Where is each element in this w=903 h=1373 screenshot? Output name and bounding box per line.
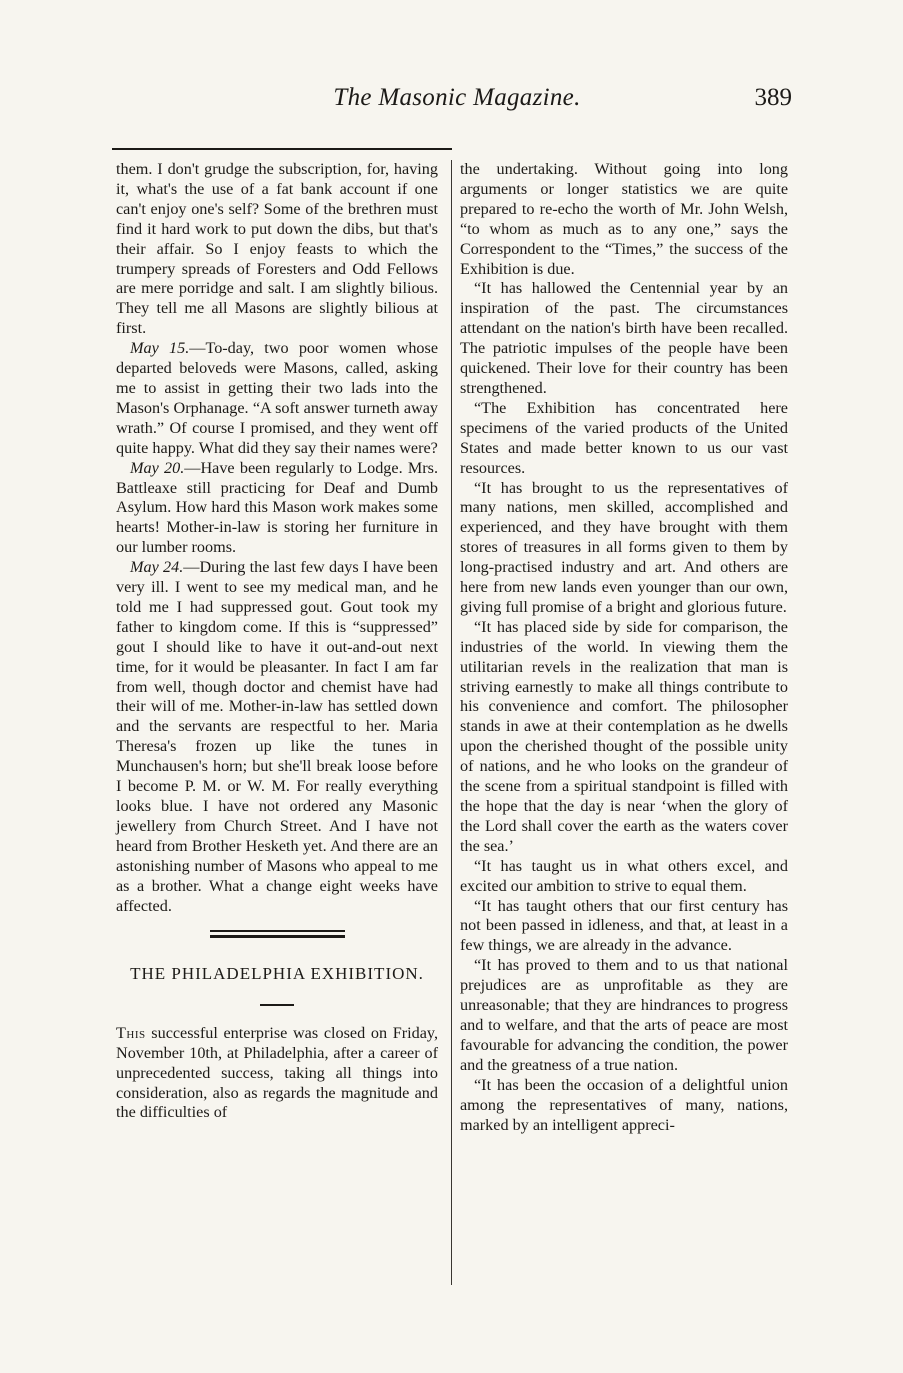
paragraph: “It has proved to them and to us that national prejudices are as unprofitable as they are unreasonable; that they are hindrances to progress and to welfare, and that the arts of peace are most favourable for advancing the condition, the power and the greatness of a true nation. — [460, 956, 788, 1074]
entry-date: May 20. — [130, 458, 185, 477]
article-title: THE PHILADELPHIA EXHIBITION. — [130, 964, 424, 984]
diary-entry-may-15: May 15.—To-day, two poor women whose departed beloveds were Masons, called, asking me to assist in getting their two lads into the Mason's Orphanage. “A soft answer turneth away wrath.” Of course I promised, and they went off quite happy. What did they say their names were? — [116, 339, 439, 457]
page-number: 389 — [754, 84, 792, 111]
section-ornament-rule — [210, 930, 345, 938]
diary-entry-may-20: May 20.—Have been regularly to Lodge. Mrs. Battleaxe still practicing for Deaf and Dumb Asylum. How hard this Mason work makes some hearts! Mother-in-law is storing her furniture in our lumber rooms. — [116, 458, 439, 557]
paragraph: the undertaking. Without going into long arguments or longer statistics we are quite prepared to re-echo the worth of Mr. John Welsh, “to whom as much as to any one,” says the Correspondent to the “Times,” the success of the Exhibition is due. — [460, 160, 788, 278]
paragraph: “The Exhibition has concentrated here specimens of the varied products of the United States and made better known to us our vast resources. — [460, 398, 788, 477]
paragraph: “It has placed side by side for comparison, the industries of the world. In viewing them the utilitarian revels in the realization that man is striving earnestly to make all things contribute to his convenience and comfort. The philosopher stands in awe at their contemplation as he dwells upon the cherished thought of the possible unity of nations, and he who looks on the grandeur of the scene from a spiritual standpoint is filled with the hope that the day is near ‘when the glory of the Lord shall cover the earth as the waters cover the sea.’ — [460, 617, 788, 855]
diary-entry-may-24: May 24.—During the last few days I have been very ill. I went to see my medical man, and he told me I had suppressed gout. Gout took my father to kingdom come. If this is “suppressed” gout I should like to have it out-and-out next time, for it would be pleasanter. In fact I am far from well, though doctor and chemist have had their will of me. Mother-in-law has settled down and the servants are respectful to her. Maria Theresa's frozen up like the tunes in Munchausen's horn; but she'll break loose before I become P. M. or W. M. For really everything looks blue. I have not ordered any Masonic jewellery from Church Street. And I have not heard from Brother Hesketh yet. And there are an astonishing number of Masons who appeal to me as a brother. What a change eight weeks have affected. — [116, 558, 438, 915]
paragraph: “It has hallowed the Centennial year by an inspiration of the past. The circumstances attendant on the nation's birth have been recalled. The patriotic impulses of the people have been quickened. Their love for their country has been strengthened. — [460, 279, 788, 397]
magazine-title: The Masonic Magazine. — [333, 84, 581, 111]
paragraph: “It has brought to us the representatives of many nations, men skilled, accomplished and experienced, and they have brought with them stores of treasures in all forms given to them by long-practised industry and art. And others are here from new lands even younger than our own, giving full promise of a bright and glorious future. — [460, 478, 788, 616]
column-divider — [451, 160, 452, 1285]
entry-date: May 24. — [130, 558, 184, 577]
header-rule — [112, 148, 452, 150]
left-column — [116, 160, 438, 1123]
paragraph: “It has taught others that our first century has not been passed in idleness, and that, at least in a few things, we are already in the advance. — [460, 896, 788, 955]
entry-date: May 15. — [130, 339, 190, 358]
paragraph: “It has been the occasion of a delightful union among the representatives of many, nations, marked by an intelligent appreci- — [460, 1075, 788, 1134]
drop-word: This — [116, 1023, 146, 1042]
article-opening: This successful enterprise was closed on Friday, November 10th, at Philadelphia, after a career of unprecedented success, taking all things into consideration, also as regards the magnitude and the difficulties of — [116, 1023, 438, 1122]
title-rule — [260, 1004, 294, 1006]
right-column — [460, 160, 788, 1135]
paragraph: “It has taught us in what others excel, and excited our ambition to strive to equal them. — [460, 856, 788, 895]
paragraph: them. I don't grudge the subscription, for, having it, what's the use of a fat bank account if one can't enjoy one's self? Some of the brethren must find it hard work to put down the dibs, but that's their affair. So I enjoy feasts to which the trumpery spreads of Foresters and Odd Fellows are mere porridge and salt. I am slightly bilious. They tell me all Masons are slightly bilious at first. — [116, 160, 438, 338]
running-head — [112, 84, 802, 124]
